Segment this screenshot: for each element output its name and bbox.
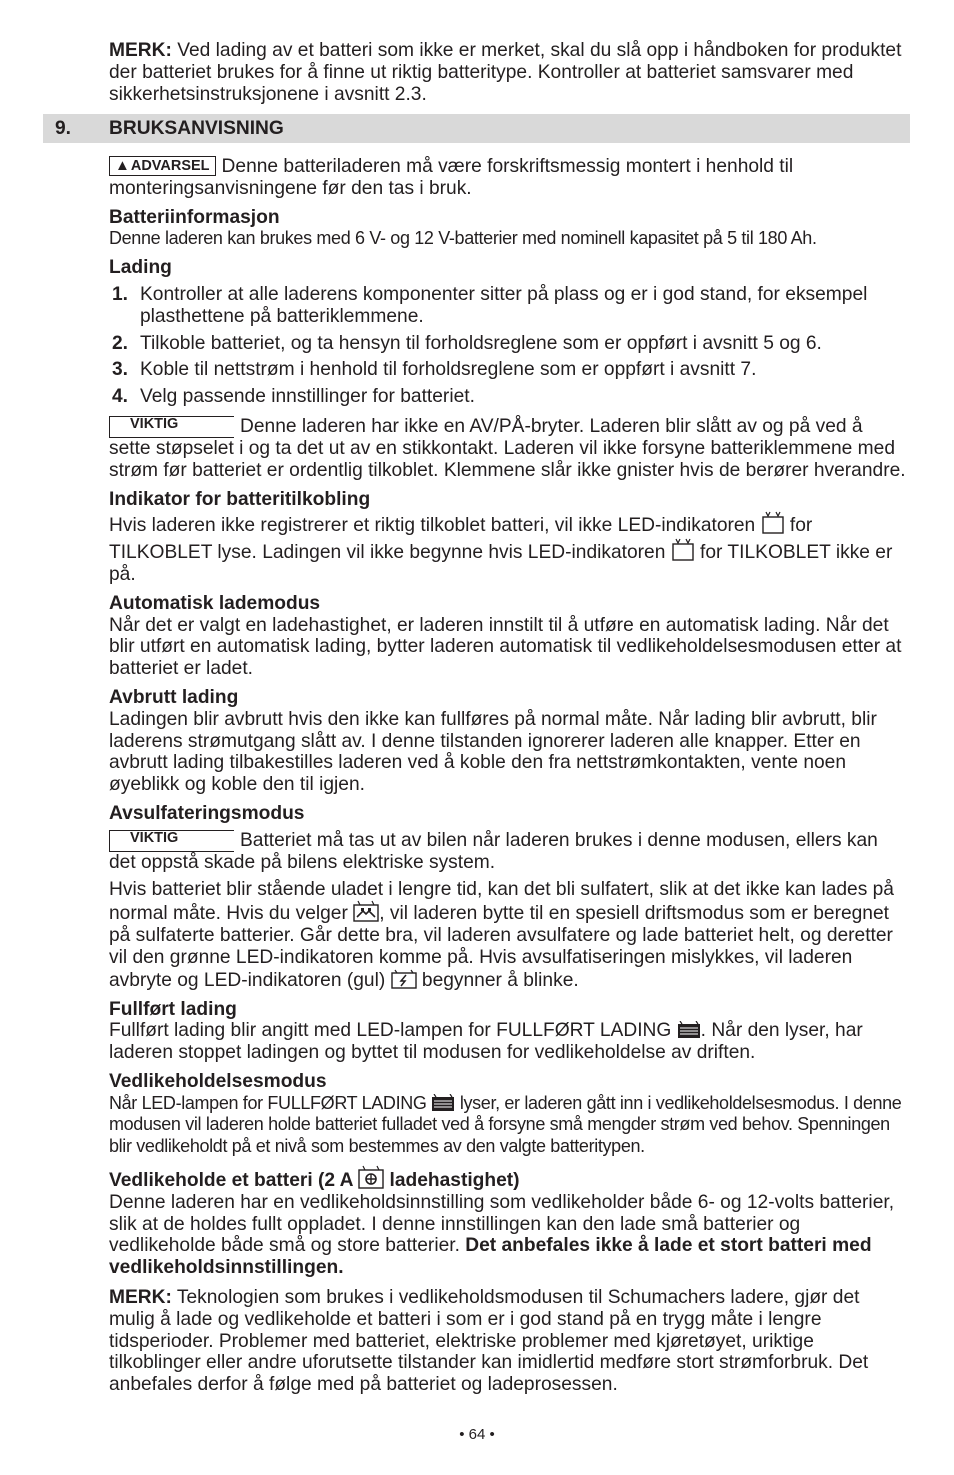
desulfate-mode-icon — [353, 900, 379, 922]
top-block — [109, 40, 909, 105]
full-charge-icon — [431, 1094, 455, 1112]
step-text: Kontroller at alle laderens komponenter sitter på plass og er i god stand, for eksempel plasthettene på batteriklemmene. — [140, 283, 868, 327]
important-badge: VIKTIG — [109, 830, 234, 852]
desulfation-text — [109, 879, 909, 992]
note-bottom-text: Teknologien som brukes i vedlikeholdsmodusen til Schumachers ladere, gjør det mulig å lade og vedlikeholde et batteri i som er i god stand på en trygg måte i lengre tidsperioder. Problemer med batteriet, elektriske problemer med kjøretøyet, uriktige tilkoblinger eller andre uforutsette tilstander kan imidlertid medføre stort strømforbruk. Det anbefales derfor å følge med på batteriet og ladeprosessen. — [109, 1287, 869, 1396]
warning-badge-text: ADVARSEL — [130, 158, 210, 174]
list-item — [109, 359, 909, 381]
aborted-heading: Avbrutt lading — [109, 686, 239, 708]
important-badge: VIKTIG — [109, 416, 234, 438]
step-text: Tilkoble batteriet, og ta hensyn til forholdsreglene som er oppført i avsnitt 5 og 6. — [140, 332, 822, 354]
desulfation-heading: Avsulfateringsmodus — [109, 802, 305, 824]
maintain-rate-icon — [358, 1165, 384, 1189]
step-number: 4. — [112, 386, 129, 408]
maintenance-heading: Vedlikeholdelsesmodus — [109, 1070, 327, 1092]
maintain-battery-heading — [109, 1165, 909, 1192]
maintain-battery-text — [109, 1192, 909, 1279]
note-bottom — [109, 1287, 909, 1396]
auto-mode-text: Når det er valgt en ladehastighet, er laderen innstilt til å utføre en automatisk lading. Når det blir utført en automatisk lading, bytter laderen automatisk til vedlikeholdelsesmodusen etter at batteriet er ladet. — [109, 614, 902, 680]
charging-heading: Lading — [109, 257, 172, 279]
step-text: Velg passende innstillinger for batteriet. — [140, 386, 475, 408]
desulfation-text-a: Hvis batteriet blir stående uladet i lengre tid, kan det bli sulfatert, slik at det ikke kan lades på normal måte. Hvis du velger — [109, 878, 894, 925]
page-number: • 64 • — [459, 1426, 495, 1443]
full-charge-icon — [677, 1021, 701, 1039]
warning-text: Denne batteriladeren må være forskriftsmessig montert i henhold til monteringsanvisningene før den tas i bruk. — [109, 156, 794, 199]
desulfation-important-text: Batteriet må tas ut av bilen når laderen brukes i denne modusen, ellers kan det oppstå skade på bilens elektriske system. — [109, 829, 878, 873]
battery-info-heading: Batteriinformasjon — [109, 206, 280, 228]
section-number: 9. — [55, 117, 72, 139]
step-number: 1. — [112, 283, 129, 305]
complete-heading: Fullført lading — [109, 998, 237, 1020]
battery-info-text: Denne laderen kan brukes med 6 V- og 12 V-batterier med nominell kapasitet på 5 til 180 Ah. — [109, 228, 817, 249]
section-body — [109, 156, 909, 1396]
list-item — [109, 386, 909, 408]
maintain-heading-a: Vedlikeholde et batteri (2 A — [109, 1170, 359, 1192]
step-text: Koble til nettstrøm i henhold til forholdsreglene som er oppført i avsnitt 7. — [140, 359, 757, 381]
list-item — [109, 333, 909, 355]
maintenance-text — [109, 1093, 909, 1158]
charging-steps — [109, 284, 909, 408]
auto-mode-heading: Automatisk lademodus — [109, 592, 321, 614]
complete-text — [109, 1020, 909, 1064]
connection-text-a: Hvis laderen ikke registrerer et riktig tilkoblet batteri, vil ikke LED-indikatoren — [109, 515, 761, 537]
desulfation-important — [109, 830, 909, 874]
maintain-text: Denne laderen har en vedlikeholdsinnstilling som vedlikeholder både 6- og 12-volts batterier, slik at de holdes fullt oppladet. I denne innstillingen kan den lade små batterier og vedlikeholde både små og store batterier. — [109, 1191, 895, 1257]
connection-text-c: for TILKOBLET ikke er på. — [109, 542, 893, 585]
desulfation-text-c: begynner å blinke. — [416, 969, 579, 991]
complete-text-b: . Når den lyser, har laderen stoppet ladingen og byttet til modusen for vedlikeholdelse av driften. — [109, 1020, 863, 1064]
battery-connected-icon — [761, 510, 785, 534]
note-top-text: Ved lading av et batteri som ikke er merket, skal du slå opp i håndboken for produktet der batteriet brukes for å finne ut riktig batteritype. Kontroller at batteriet samsvarer med sikkerhetsinstruksjonene i avsnitt 2.3. — [109, 40, 902, 105]
battery-connected-icon — [671, 537, 695, 561]
maintain-heading-b: ladehastighet) — [384, 1170, 520, 1192]
aborted-text: Ladingen blir avbrutt hvis den ikke kan fullføres på normal måte. Når lading blir avbrutt, blir laderens strømutgang slått av. I denne tilstanden ignorerer laderen alle knapper. Etter en avbrutt lading tilbakestilles laderen ved å koble den fra nettstrømkontakten, vente noen øyeblikk og koble den til igjen. — [109, 708, 877, 796]
maintain-text-bold: Det anbefales ikke å lade et stort batteri med vedlikeholdsinnstillingen. — [109, 1235, 872, 1279]
section-header — [43, 114, 910, 143]
abort-led-icon — [391, 969, 417, 989]
section-block — [0, 102, 910, 1396]
connection-heading: Indikator for batteritilkobling — [109, 488, 371, 510]
section-title: BRUKSANVISNING — [109, 117, 284, 139]
maintenance-text-a: Når LED-lampen for FULLFØRT LADING — [109, 1092, 432, 1113]
note-top — [109, 40, 909, 105]
warning-badge — [109, 156, 216, 176]
step-number: 3. — [112, 359, 129, 381]
desulfation-text-b: , vil laderen bytte til en spesiell driftsmodus som er beregnet på sulfaterte batterier. Går dette bra, vil laderen avsulfatere og lade batteriet helt, og deretter vil den grønne LED-indikatoren komme på. Hvis avsulfatiseringen mislykkes, vil laderen avbryte og LED-indikatoren (gul) — [109, 903, 893, 991]
list-item — [109, 284, 909, 328]
maintenance-text-b: lyser, er laderen gått inn i vedlikeholdelsesmodus. I denne modusen vil laderen holde batteriet fulladet ved å forsyne små mengder strøm ved behov. Spenningen blir vedlikeholdt på et nivå som bestemmes av den valgte batteritypen. — [109, 1092, 902, 1157]
note-top-label: MERK: — [109, 40, 172, 61]
note-bottom-label: MERK: — [109, 1287, 172, 1309]
warning-triangle-icon: ▲ — [115, 157, 130, 174]
warning-paragraph — [109, 156, 909, 200]
complete-text-a: Fullført lading blir angitt med LED-lampen for FULLFØRT LADING — [109, 1020, 677, 1042]
important-text: Denne laderen har ikke en AV/PÅ-bryter. Laderen blir slått av og på ved å sette støpselet i og ta det ut av en stikkontakt. Laderen vil ikke forsyne batteriklemmene med strøm før batteriet er ordentlig tilkoblet. Klemmene slår ikke gnister hvis de berører hverandre. — [109, 415, 906, 481]
important-paragraph — [109, 416, 909, 482]
step-number: 2. — [112, 332, 129, 354]
connection-text-b: for TILKOBLET lyse. Ladingen vil ikke begynne hvis LED-indikatoren — [109, 515, 813, 564]
connection-text — [109, 510, 909, 585]
